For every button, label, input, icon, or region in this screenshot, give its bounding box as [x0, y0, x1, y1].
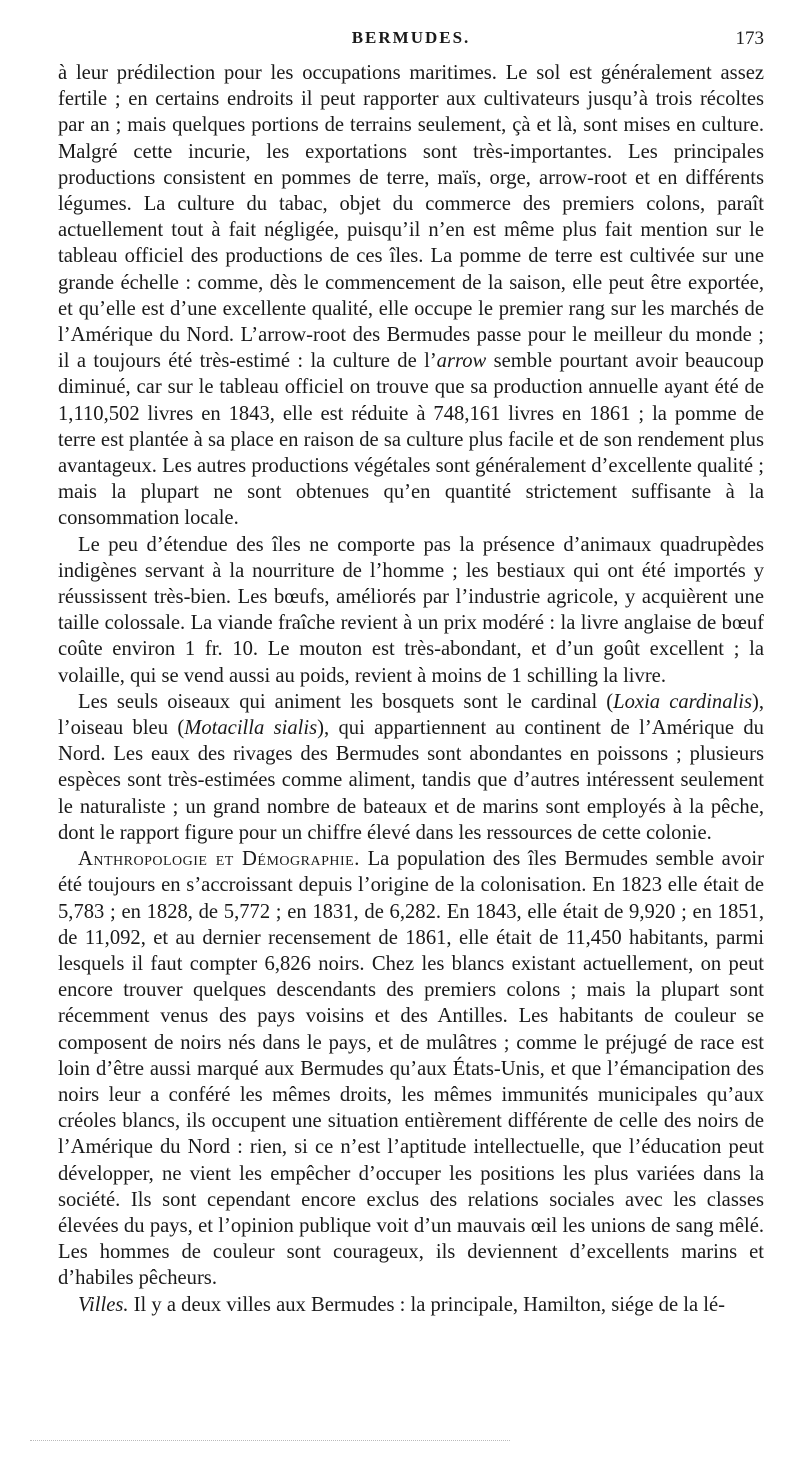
running-title: BERMUDES.	[351, 28, 471, 47]
species-name: Loxia cardinalis	[613, 690, 752, 713]
page-header	[58, 28, 764, 52]
species-name: Motacilla sialis	[184, 717, 318, 740]
page-number: 173	[735, 28, 764, 49]
text-segment: La population des îles Bermudes semble avoir été toujours en s’accroissant depuis l’origine de la colonisation. En 1823 elle était de 5,783 ; en 1828, de 5,772 ; en 1831, de 6,282. En 1843, elle était de 9,920 ; en 1851, de 11,092, et au dernier recensement de 1861, elle était de 11,450 habitants, parmi lesquels il faut compter 6,826 noirs. Chez les blancs existant actuellement, on peut encore trouver quelques descendants des premiers colons ; mais la plupart sont récemment venus des pays voisins et des Antilles. Les habitants de couleur se composent de noirs nés dans le pays, et de mulâtres ; comme le préjugé de race est loin d’être aussi marqué aux Bermudes qu’aux États-Unis, et que l’émancipation des noirs leur a conféré les mêmes droits, les mêmes immunités municipales qu’aux créoles blancs, ils occupent une situation entièrement différente de celle des noirs de l’Amérique du Nord : rien, si ce n’est l’aptitude intellectuelle, que l’éducation peut développer, ne vient les empêcher d’occuper les positions les plus variées dans la société. Ils sont cependant encore exclus des relations sociales avec les classes élevées du pays, et l’opinion publique voit d’un mauvais œil les unions de sang mêlé. Les hommes de couleur sont courageux, ils deviennent d’excellents marins et d’habiles pêcheurs.	[58, 848, 764, 1290]
section-heading: Villes.	[78, 1293, 129, 1316]
scan-artifact-line	[30, 1440, 510, 1443]
body-text	[58, 60, 764, 1318]
text-segment: Le peu d’étendue des îles ne comporte pas la présence d’animaux quadrupèdes indigènes servant à la nourriture de l’homme ; les bestiaux qui ont été importés y réussissent très-bien. Les bœufs, améliorés par l’industrie agricole, y acquièrent une taille colossale. La viande fraîche revient à un prix modéré : la livre anglaise de bœuf coûte environ 1 fr. 10. Le mouton est très-abondant, et d’un goût excellent ; la volaille, qui se vend aussi au poids, revient à moins de 1 schilling la livre.	[58, 533, 764, 687]
paragraph	[58, 1292, 764, 1318]
paragraph	[58, 532, 764, 689]
section-heading: Anthropologie et Démographie.	[78, 848, 360, 871]
text-segment: Les seuls oiseaux qui animent les bosquets sont le cardinal (	[78, 690, 614, 713]
text-segment: semble pourtant avoir beaucoup diminué, car sur le tableau officiel on trouve que sa production annuelle ayant été de 1,110,502 livres en 1843, elle est réduite à 748,161 livres en 1861 ; la pomme de terre est plantée à sa place en raison de sa culture plus facile et de son rendement plus avantageux. Les autres productions végétales sont généralement d’excellente qualité ; mais la plupart ne sont obtenues qu’en quantité strictement suffisante à la consommation locale.	[58, 350, 764, 530]
paragraph	[58, 689, 764, 846]
paragraph	[58, 846, 764, 1291]
paragraph	[58, 60, 764, 532]
text-segment: ), l’oiseau bleu (	[58, 690, 764, 740]
text-segment: Il y a deux villes aux Bermudes : la principale, Hamilton, siége de la lé-	[128, 1293, 725, 1316]
text-segment: à leur prédilection pour les occupations maritimes. Le sol est généralement assez fertile ; en certains endroits il peut rapporter aux cultivateurs jusqu’à trois récoltes par an ; mais quelques portions de terrains seulement, çà et là, sont mises en culture. Malgré cette incurie, les exportations sont très-importantes. Les principales productions consistent en pommes de terre, maïs, orge, arrow-root et en différents légumes. La culture du tabac, objet du commerce des premiers colons, paraît actuellement tout à fait négligée, puisqu’il n’en est même plus fait mention sur le tableau officiel des productions de ces îles. La pomme de terre est cultivée sur une grande échelle : comme, dès le commencement de la saison, elle peut être exportée, et qu’elle est d’une excellente qualité, elle occupe le premier rang sur les marchés de l’Amérique du Nord. L’arrow-root des Bermudes passe pour le meilleur du monde ; il a toujours été très-estimé : la culture de l’	[58, 62, 764, 373]
italic-term: arrow	[436, 350, 487, 373]
text-segment: ), qui appartiennent au continent de l’Amérique du Nord. Les eaux des rivages des Bermudes sont abondantes en poissons ; plusieurs espèces sont très-estimées comme aliment, tandis que d’autres intéressent seulement le naturaliste ; un grand nombre de bateaux et de marins sont employés à la pêche, dont le rapport figure pour un chiffre élevé dans les ressources de cette colonie.	[58, 717, 764, 844]
